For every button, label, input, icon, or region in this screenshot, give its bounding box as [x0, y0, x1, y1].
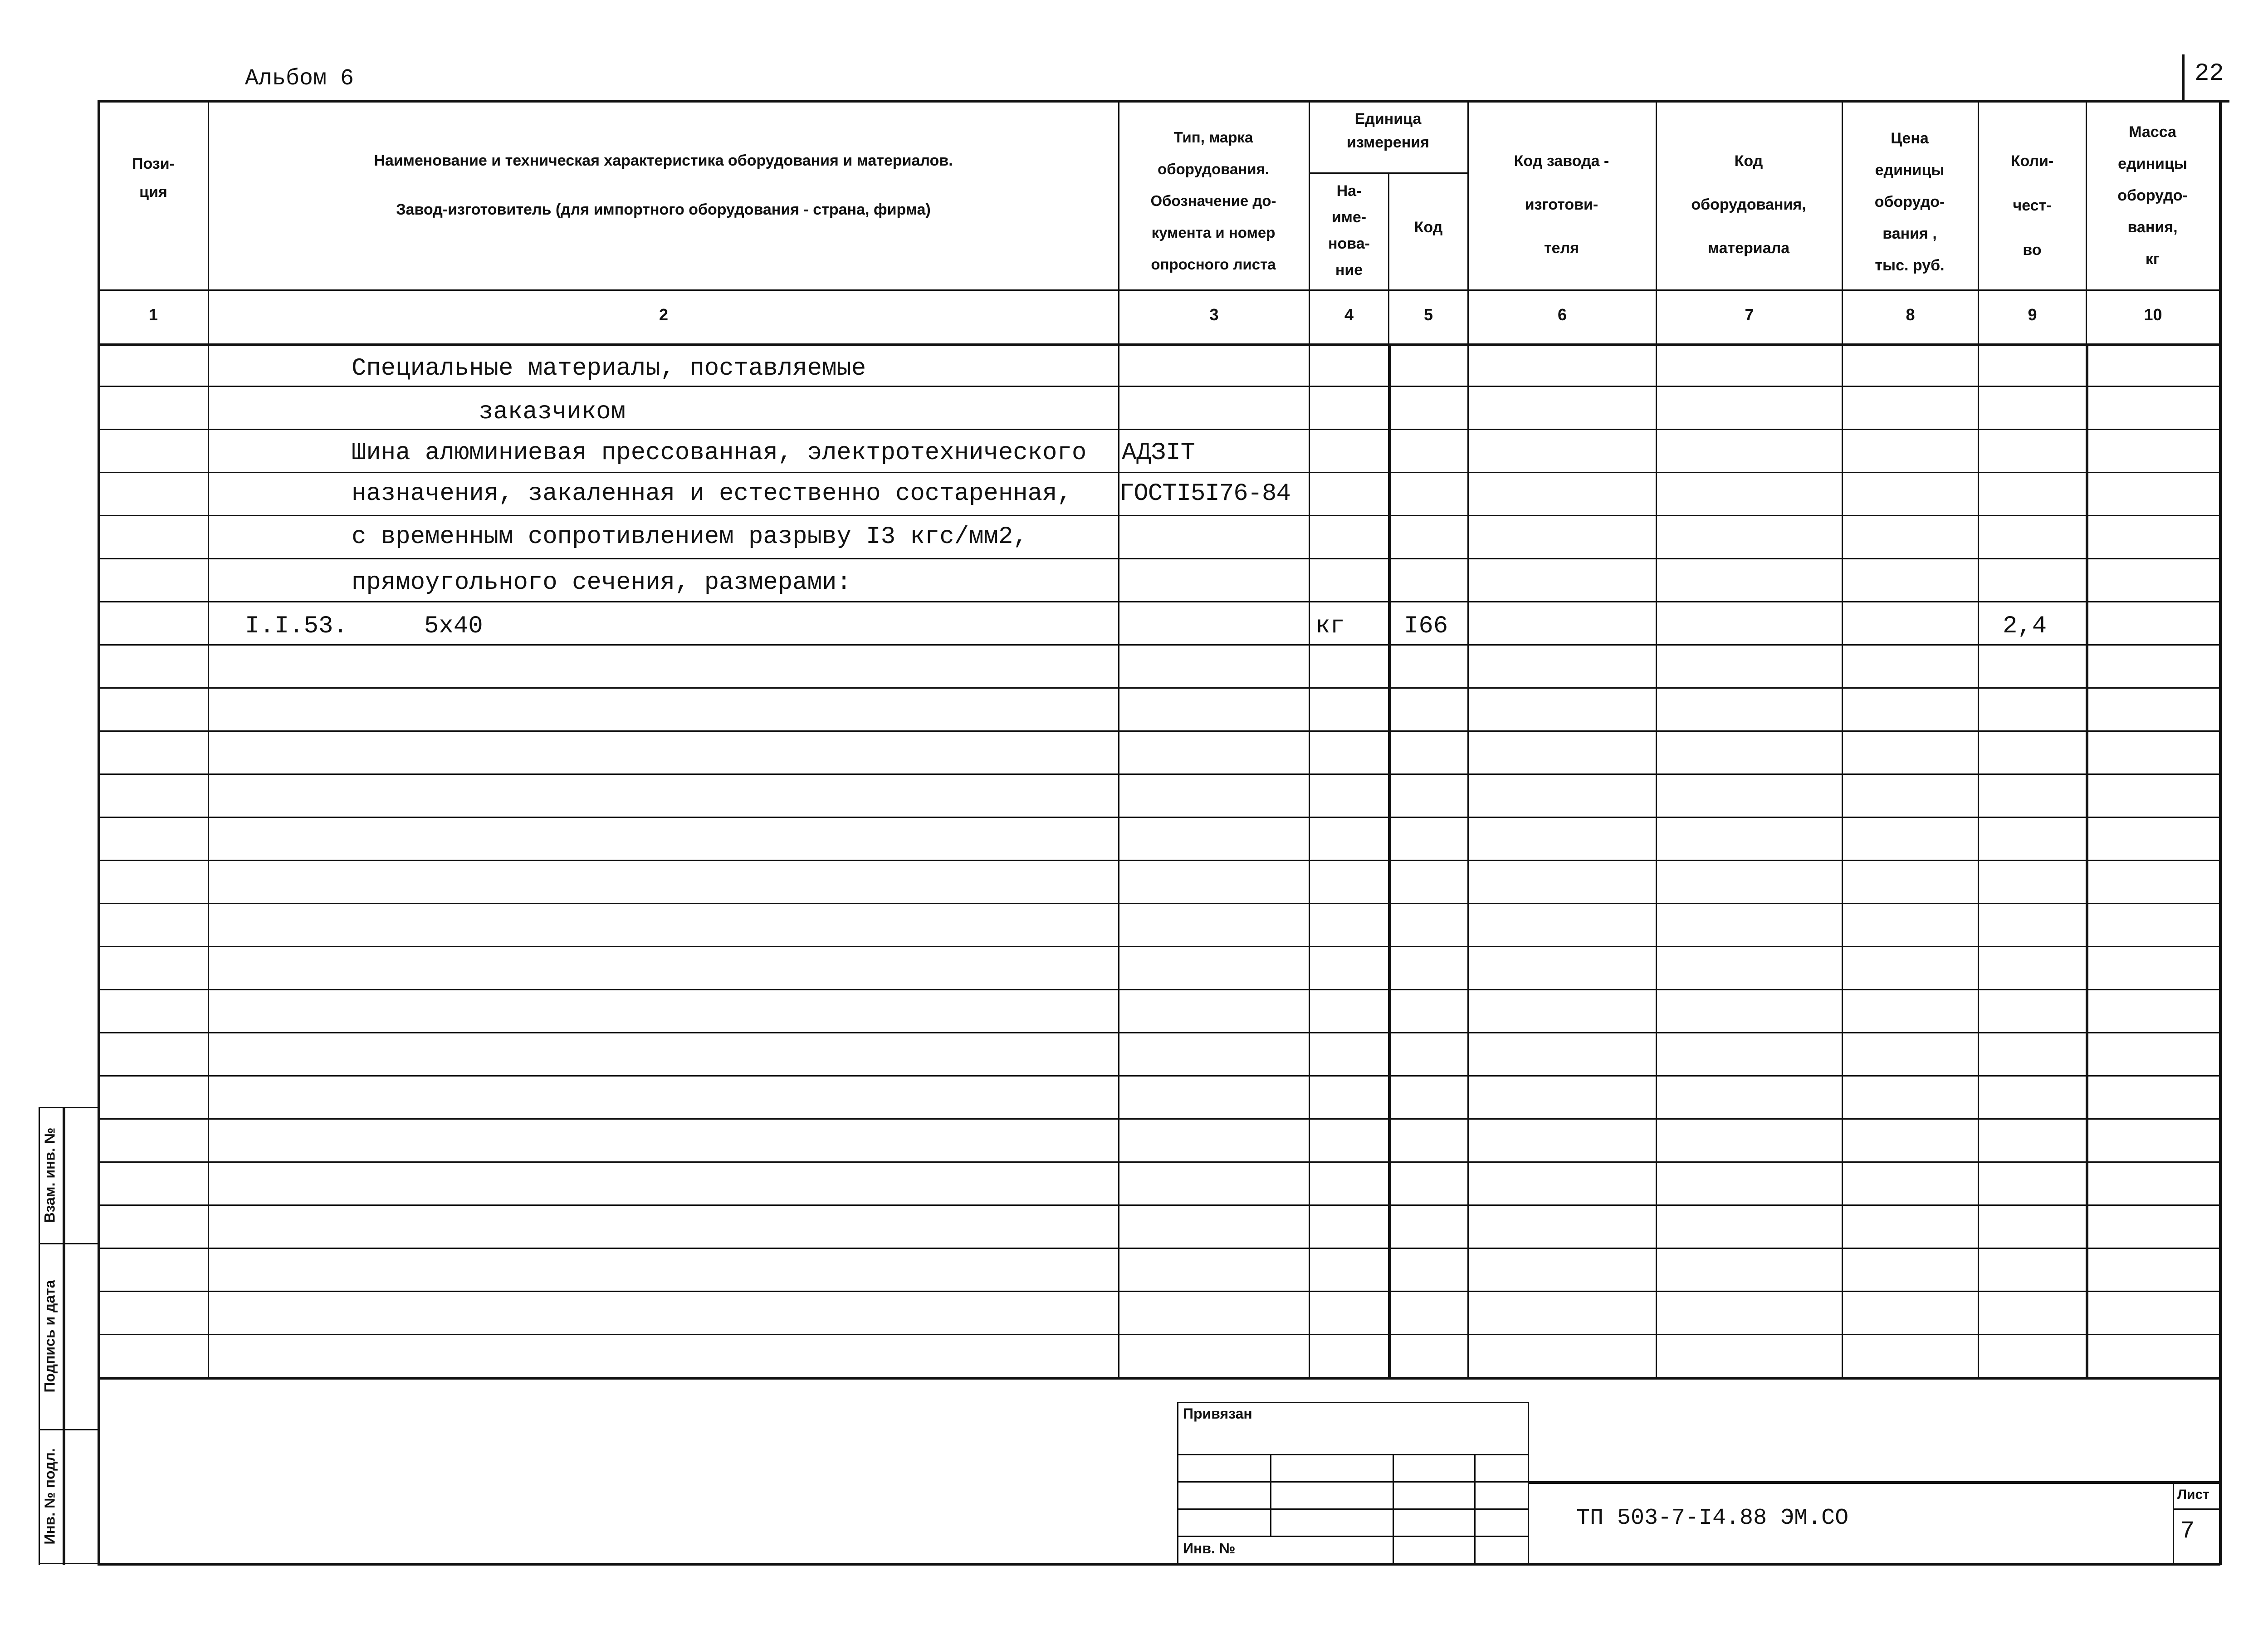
row-2-name: заказчиком: [479, 398, 626, 426]
row-3-type: АДЗIТ: [1122, 439, 1196, 467]
sheet-value: 7: [2180, 1517, 2195, 1545]
header-type: Тип, марка оборудования. Обозначение до- кумента и номер опросного листа: [1150, 129, 1276, 273]
header-price: Цена единицы оборудо- вания , тыс. руб.: [1874, 130, 1945, 274]
column-number: 5: [1423, 305, 1433, 324]
header-quantity: Коли- чест- во: [2010, 152, 2054, 259]
inv-label: Инв. №: [1183, 1540, 1236, 1556]
header-name-line2: Завод-изготовитель (для импортного оборудования - страна, фирма): [396, 201, 931, 218]
row-5-name: с временным сопротивлением разрыву I3 кгс/мм2,: [352, 523, 1028, 551]
column-number: 8: [1906, 305, 1915, 324]
header-factory-code: Код завода - изготови- теля: [1514, 152, 1609, 257]
header-position: Пози- ция: [132, 155, 175, 201]
column-number: 1: [148, 305, 158, 324]
header-equipment-code: Код оборудования, материала: [1691, 152, 1806, 257]
sheet-label: Лист: [2177, 1487, 2209, 1502]
row-3-name: Шина алюминиевая прессованная, электротехнического: [352, 439, 1087, 467]
bound-label: Привязан: [1183, 1405, 1252, 1422]
row-4-name: назначения, закаленная и естественно состаренная,: [352, 480, 1072, 508]
row-7-quantity: 2,4: [2003, 612, 2047, 640]
sheet-number-top: 22: [2195, 60, 2224, 88]
column-number: 3: [1209, 305, 1219, 324]
row-6-name: прямоугольного сечения, размерами:: [352, 569, 851, 597]
header-unit-code: Код: [1414, 219, 1443, 236]
row-7-unit: кг: [1315, 612, 1345, 640]
row-1-name: Специальные материалы, поставляемые: [352, 355, 866, 382]
column-number: 6: [1557, 305, 1567, 324]
header-name-line1: Наименование и техническая характеристика оборудования и материалов.: [374, 152, 953, 169]
column-number: 9: [2028, 305, 2037, 324]
header-mass: Масса единицы оборудо- вания, кг: [2117, 123, 2188, 268]
document-code: ТП 503-7-I4.88 ЭМ.СО: [1576, 1505, 1849, 1531]
album-label: Альбом 6: [245, 66, 354, 92]
column-number: 10: [2144, 305, 2162, 324]
column-number: 2: [659, 305, 669, 324]
side-stamp-original-inv: Инв. № подл.: [41, 1448, 58, 1545]
header-unit-name: На- име- нова- ние: [1328, 182, 1370, 279]
header-unit-group: Единица измерения: [1347, 110, 1429, 151]
row-7-name: 5x40: [424, 612, 483, 640]
column-number: 7: [1745, 305, 1754, 324]
row-7-position: I.I.53.: [245, 612, 348, 640]
column-number: 4: [1344, 305, 1354, 324]
row-7-unit-code: I66: [1404, 612, 1448, 640]
side-stamp-replacement-inv: Взам. инв. №: [41, 1127, 58, 1223]
side-stamp-signature-date: Подпись и дата: [41, 1280, 58, 1393]
row-4-type: ГОСТI5I76-84: [1119, 480, 1290, 508]
